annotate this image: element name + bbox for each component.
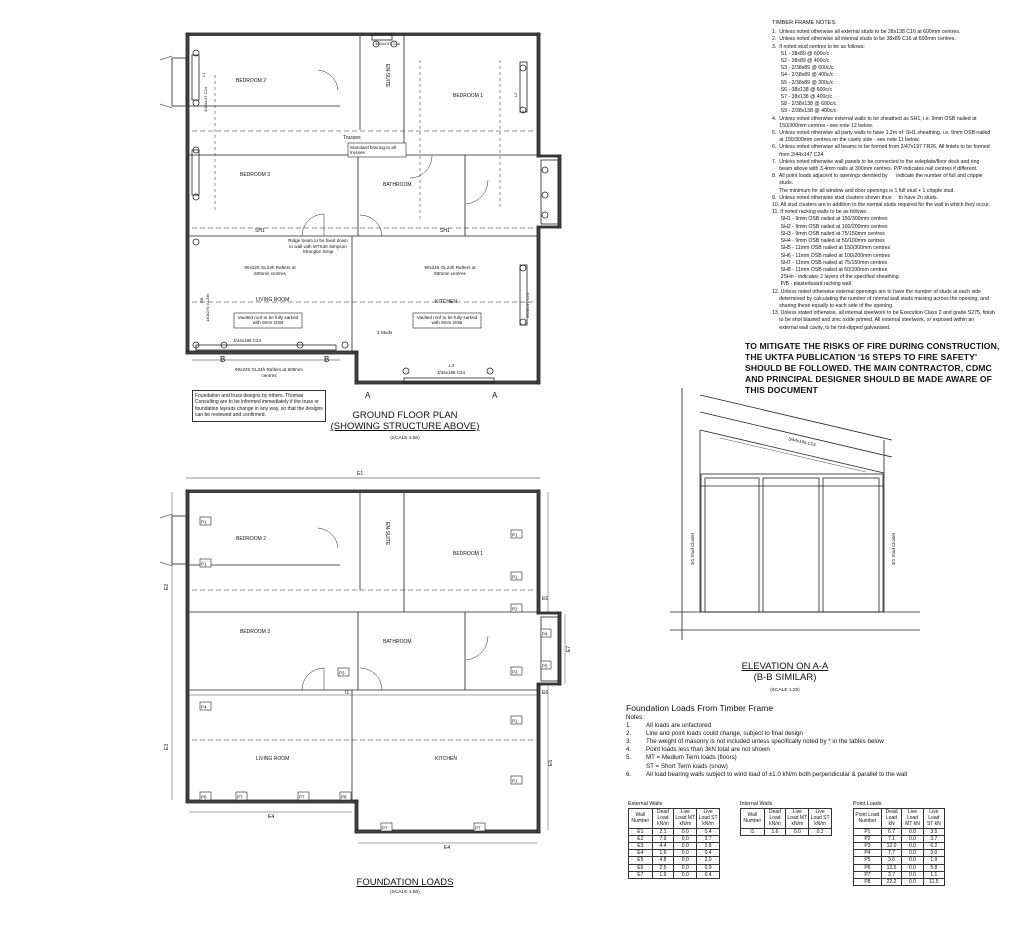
timber-note-line: studs. <box>772 180 794 187</box>
table-cell: 4.4 <box>652 843 674 850</box>
timber-note-line: 13. Unless stated otherwise, all internal steelwork to be Execution Class 2 and grade S275, finish <box>772 310 995 317</box>
point-p4a: P4 <box>201 704 207 710</box>
table-row <box>629 835 720 842</box>
table-cell: 0.0 <box>674 843 697 850</box>
table-cell: 0.0 <box>786 828 809 835</box>
table-cell: 12.0 <box>881 843 901 850</box>
point-p7d: P7 <box>475 825 481 831</box>
table-cell: E7 <box>629 871 653 878</box>
foundation-note-text: Line and point loads could change, subject to final design <box>646 730 803 738</box>
table-cell: P3 <box>854 843 882 850</box>
label-vault-right: Vaulted roof to be fully sarked with 9mm OSB <box>416 315 478 326</box>
timber-note-line: S4 - 2/38x89 @ 400c/c <box>772 72 834 79</box>
point-p1c: P1 <box>512 532 518 538</box>
table-cell: 3.7 <box>923 835 944 842</box>
table-header-cell: Live Load MT kN/m <box>787 809 808 828</box>
table-cell: 0.0 <box>674 871 697 878</box>
timber-note-line: S8 - 2/38x138 @ 600c/c <box>772 101 837 108</box>
wall-e6a: E6 <box>542 596 549 602</box>
label-rafters-right: 90x225 GL24h Rafters at 600mm centres <box>424 265 476 276</box>
table-row <box>629 843 720 850</box>
label-rafters-left: 90x225 GL24h Rafters at 600mm centres <box>244 265 296 276</box>
table-cell: 0.4 <box>697 850 720 857</box>
wall-e7: E7 <box>566 645 572 652</box>
table-cell: E2 <box>629 835 653 842</box>
elevation-a-a <box>670 385 930 645</box>
table-cell: E5 <box>629 857 653 864</box>
label-studs: 3 Studs <box>377 330 393 335</box>
table-cell: 0.0 <box>902 828 923 835</box>
table-cell: E4 <box>629 850 653 857</box>
timber-note-line: S7 - 38x138 @ 400c/c <box>772 94 833 101</box>
foundation-note-item <box>626 771 946 779</box>
table-row <box>854 871 945 878</box>
label-l3-top-size: 3/44x195 C24 <box>233 338 262 343</box>
table-cell: 4.8 <box>652 857 674 864</box>
label-l3-bot: L3 <box>449 363 455 368</box>
table-caption: Point Loads <box>853 801 882 807</box>
room-bedroom3: BEDROOM 3 <box>240 172 271 178</box>
table-caption: Internal Walls <box>740 801 773 807</box>
point-p6: P6 <box>201 794 207 800</box>
room-ensuite: EN-SUITE <box>384 522 390 546</box>
timber-note-line: 2SHn - indicates 2 layers of the specified sheathing. <box>772 274 901 281</box>
table-cell: I1 <box>741 828 765 835</box>
timber-note-line: 150/300mm centres - see note 12 below. <box>772 122 873 129</box>
table-header-cell: Live Load MT kN/m <box>675 809 696 828</box>
timber-note-line: SH7 - 11mm OSB nailed at 75/150mm centres <box>772 259 888 266</box>
elevation-title-text: ELEVATION ON A-A <box>741 661 829 672</box>
timber-note-line: sharing these equally to each side of the opening. <box>772 302 894 309</box>
foundation-note-text: Point loads less than 3kN total are not shown <box>646 746 770 754</box>
foundation-note-item <box>626 763 946 771</box>
timber-note-line: 8. All point loads adjacent to openings denoted by indicate the number of full and cripple <box>772 173 983 180</box>
elevation-subtitle: (B-B SIMILAR) <box>753 672 817 683</box>
ground-floor-title-text: GROUND FLOOR PLAN <box>352 410 458 421</box>
timber-notes-title: TIMBER FRAME NOTES: <box>772 20 837 26</box>
table-cell: 3.5 <box>923 828 944 835</box>
table-cell: P6 <box>854 864 882 871</box>
table-cell: 2.1 <box>652 828 674 835</box>
table-cell: 1.6 <box>764 828 786 835</box>
timber-note-line: 5. Unless noted otherwise all party walls to have 1.2m of SH1 sheathing, i.e. 9mm OSB nailed <box>772 130 991 137</box>
table-header-cell: Dead Load kN <box>881 809 901 829</box>
foundation-notes-label: Notes: <box>626 714 644 721</box>
room-living: LIVING ROOM <box>256 297 290 303</box>
room-bedroom2: BEDROOM 2 <box>236 78 267 84</box>
section-marker-b-right: B <box>324 355 330 364</box>
label-l1-top: 3/44x147 C24 <box>375 41 400 46</box>
point-p3: P3 <box>339 670 345 676</box>
table-row <box>854 843 945 850</box>
table-header-cell: Wall Number <box>741 809 765 829</box>
label-l1: L1 <box>201 72 206 77</box>
label-rb: RB <box>199 297 204 303</box>
table-cell: 6.2 <box>923 843 944 850</box>
label-l1-size: 3/44x147 C24 <box>203 87 208 112</box>
table-header-row <box>854 809 945 829</box>
timber-note-line: 12. Unless noted otherwise external openings are to have the number of studs at each side <box>772 288 982 295</box>
table-cell: 0.0 <box>902 857 923 864</box>
point-p1e: P1 <box>512 718 518 724</box>
timber-note-line: SH1 - 9mm OSB nailed at 150/300mm centres <box>772 216 888 223</box>
table-cell: 11.5 <box>923 879 944 886</box>
room-living: LIVING ROOM <box>256 756 290 762</box>
foundation-note-number: 5. <box>626 754 632 762</box>
foundation-note-item <box>626 746 946 754</box>
table-cell: 0.0 <box>674 864 697 871</box>
table-cell: 0.0 <box>674 850 697 857</box>
timber-note-line: from 2/44x147 C24 <box>772 151 824 158</box>
foundation-note-item <box>626 730 946 738</box>
room-bedroom3: BEDROOM 3 <box>240 629 271 635</box>
foundation-notes <box>626 714 946 779</box>
timber-note-line: S3 - 2/38x89 @ 600c/c <box>772 65 834 72</box>
timber-note-line: 4. Unless noted otherwise external walls to be sheathed as SH1, i.e. 9mm OSB nailed at <box>772 115 977 122</box>
table-cell: 1.9 <box>923 857 944 864</box>
wall-e5: E5 <box>548 759 554 766</box>
table-cell: 7.1 <box>881 835 901 842</box>
timber-note-line: SH8 - 11mm OSB nailed at 50/100mm centres <box>772 266 888 273</box>
timber-note-line: 3. If noted stud centres to be as follows: <box>772 43 865 50</box>
foundation-scale: (SCALE 1:50) <box>390 890 420 895</box>
foundation-note-item <box>626 738 946 746</box>
table-cell: 1.6 <box>652 850 674 857</box>
foundation-note-text: All load bearing walls subject to wind load of ±1.0 kN/m both perpendicular & parallel to the wall <box>646 770 908 778</box>
table-cell: E3 <box>629 843 653 850</box>
point-loads-table <box>853 801 945 886</box>
room-kitchen: KITCHEN <box>435 299 457 305</box>
foundation-note-text: All loads are unfactored <box>646 722 712 730</box>
table-header-cell: Wall Number <box>629 809 653 829</box>
table-cell: 3.7 <box>697 835 720 842</box>
table-cell: 0.0 <box>674 835 697 842</box>
wall-i1: I1 <box>345 690 350 696</box>
table-row <box>854 879 945 886</box>
point-p1a: P1 <box>201 519 207 525</box>
label-trusses: Trusses <box>343 135 361 141</box>
timber-note-line: 2. Unless noted otherwise all internal studs to be 38x89 C16 at 600mm centres. <box>772 36 956 43</box>
table-cell: 12.5 <box>881 864 901 871</box>
internal-walls-table <box>740 801 832 836</box>
table-cell: 2.5 <box>652 864 674 871</box>
table-row <box>854 857 945 864</box>
table-cell: E6 <box>629 864 653 871</box>
timber-note-line: 1. Unless noted otherwise all external studs to be 38x138 C16 at 600mm centres. <box>772 29 961 36</box>
timber-note-line: 11. If noted racking walls to be as follows: <box>772 209 868 216</box>
timber-notes-lines <box>772 29 1022 332</box>
wall-e3: E3 <box>164 743 170 750</box>
table-cell: 22.2 <box>881 879 901 886</box>
timber-note-line: The minimum for all window and door openings is 1 full stud + 1 cripple stud. <box>772 187 955 194</box>
elevation-scale: (SCALE 1:25) <box>770 688 800 693</box>
room-bedroom1: BEDROOM 1 <box>453 551 484 557</box>
timber-frame-notes <box>772 20 1022 332</box>
table-cell: P5 <box>854 857 882 864</box>
table-row <box>741 828 832 835</box>
foundation-note-number: 6. <box>626 770 632 778</box>
ground-floor-scale: (SCALE 1:50) <box>390 436 420 441</box>
point-p5: P5 <box>542 663 548 669</box>
wall-e4b: E4 <box>444 845 451 851</box>
table-cell: 7.9 <box>652 835 674 842</box>
fire-safety-warning: TO MITIGATE THE RISKS OF FIRE DURING CONSTRUCTION, THE UKTFA PUBLICATION '16 STEPS TO FIRE SAFETY' SHOULD BE FOLLOWED. THE MAIN CONTRACTOR, CDMC AND PRINCIPAL DESIGNER SHOULD BE MADE AWARE OF THIS DOCUMENT <box>745 341 1000 395</box>
table-cell: 0.0 <box>902 871 923 878</box>
table-cell: 0.0 <box>902 835 923 842</box>
foundation-note-number: 3. <box>626 738 632 746</box>
table-cell: 3.6 <box>881 857 901 864</box>
room-ensuite: EN-SUITE <box>384 64 390 88</box>
foundation-notes-title: Foundation Loads From Timber Frame <box>626 703 774 713</box>
timber-note-line: S6 - 38x138 @ 600c/c <box>772 86 833 93</box>
table-row <box>629 828 720 835</box>
table-cell: 0.0 <box>902 864 923 871</box>
table-cell: 3.0 <box>923 850 944 857</box>
room-bathroom: BATHROOM <box>383 639 412 645</box>
table-cell: P4 <box>854 850 882 857</box>
elevation-stud-right: 3/1 Stud Cluster <box>891 532 896 565</box>
timber-note-line: to be shot blasted and zinc oxide primed. All external steelwork, or exposed within an <box>772 317 975 324</box>
table-header-cell: Live Load MT kN <box>902 809 923 829</box>
table-header-row <box>629 809 720 829</box>
elevation-title <box>720 661 850 683</box>
label-rb-size: 140x270 GL24h <box>205 293 210 322</box>
timber-note-line: S1 - 38x89 @ 600c/c <box>772 50 830 57</box>
table-cell: P8 <box>854 879 882 886</box>
table-cell: E1 <box>629 828 653 835</box>
point-p7c: P7 <box>382 825 388 831</box>
table-cell: P2 <box>854 835 882 842</box>
label-l2-size: 3/44x147 C24 <box>525 293 530 318</box>
timber-note-line: SH6 - 11mm OSB nailed at 100/200mm centres <box>772 252 891 259</box>
label-l2: L2 <box>513 92 518 97</box>
section-marker-a-left: A <box>365 391 371 400</box>
table-cell: 0.0 <box>902 879 923 886</box>
foundation-note-number <box>626 763 646 771</box>
point-p7a: P7 <box>237 794 243 800</box>
table-cell: 0.0 <box>902 850 923 857</box>
timber-note-line: SH2 - 9mm OSB nailed at 100/200mm centres <box>772 223 888 230</box>
timber-note-line: external wall cavity, to be hot-dipped galvanised. <box>772 324 891 331</box>
table-cell: 0.2 <box>809 828 832 835</box>
timber-note-line: SH5 - 11mm OSB nailed at 150/300mm centres <box>772 245 891 252</box>
label-sh1-right: SH1 <box>440 228 450 234</box>
table-row <box>854 864 945 871</box>
section-marker-b-left: B <box>220 355 226 364</box>
table-header-cell: Dead Load kN/m <box>764 809 786 829</box>
foundation-notes-items <box>626 722 946 779</box>
foundation-note-text: MT = Medium Term loads (floors) <box>646 754 737 762</box>
table-row <box>629 850 720 857</box>
room-bedroom2: BEDROOM 2 <box>236 536 267 542</box>
foundation-note-number: 2. <box>626 730 632 738</box>
room-bathroom: BATHROOM <box>383 182 412 188</box>
timber-note-line: S2 - 38x89 @ 400c/c <box>772 58 830 65</box>
timber-note-line: 9. Unless noted otherwise stud clusters shown thus to have 2n studs. <box>772 194 939 201</box>
timber-note-line: P/B - plasterboard racking wall <box>772 281 851 288</box>
point-p8: P8 <box>341 794 347 800</box>
label-sh1-left: SH1 <box>255 228 265 234</box>
table-cell: 1.9 <box>652 871 674 878</box>
point-p2a: P2 <box>512 606 518 612</box>
table-cell: 3.7 <box>881 871 901 878</box>
table-row <box>629 857 720 864</box>
label-vault-left: Vaulted roof to be fully sarked with 9mm OSB <box>237 315 299 326</box>
table-cell: 0.0 <box>674 857 697 864</box>
table-row <box>854 828 945 835</box>
point-p2b: P2 <box>512 669 518 675</box>
foundation-note-box: Foundation and truss designs by others. Thomas Consulting are to be informed immediately if the truss or foundation layouts change in any way, so that the designs can be reviewed and confirmed. <box>192 390 326 422</box>
foundation-note-text: ST = Short Term loads (snow) <box>646 762 728 770</box>
wall-e6b: E6 <box>542 690 549 696</box>
table-cell: P1 <box>854 828 882 835</box>
table-cell: 1.1 <box>923 871 944 878</box>
timber-note-line: determined by calculating the number of normal wall studs missing across the opening, and <box>772 295 989 302</box>
point-p1b: P1 <box>201 561 207 567</box>
external-walls-table <box>628 801 720 879</box>
table-row <box>854 850 945 857</box>
foundation-note-number: 4. <box>626 746 632 754</box>
point-p4b: P4 <box>542 631 548 637</box>
label-ridge: Ridge beam to be fixed down to wall with MTS30 Simpson Strongtie Strap <box>288 238 348 255</box>
table-row <box>629 871 720 878</box>
table-cell: 2.0 <box>697 857 720 864</box>
timber-note-line: 7. Unless noted otherwise wall panels to be connected to the soleplate/floor deck and ring <box>772 158 980 165</box>
wall-e2: E2 <box>164 583 170 590</box>
timber-note-line: beam above with 3.4mm nails at 300mm centres. P/P indicates nail centres if different. <box>772 166 978 173</box>
timber-note-line: S5 - 2/38x89 @ 300c/c <box>772 79 834 86</box>
table-cell: 2.8 <box>697 843 720 850</box>
table-header-cell: Live Load ST kN/m <box>810 809 830 828</box>
timber-note-line: at 150/300mm centres on the cavity side - see note 11 below. <box>772 137 920 144</box>
section-marker-a-right: A <box>492 391 498 400</box>
foundation-note-number: 1. <box>626 722 632 730</box>
table-cell: 0.0 <box>902 843 923 850</box>
room-kitchen: KITCHEN <box>435 756 457 762</box>
table-cell: 7.7 <box>881 850 901 857</box>
table-header-cell: Dead Load kN/m <box>652 809 674 829</box>
table-row <box>629 864 720 871</box>
table-cell: 0.4 <box>697 828 720 835</box>
table-cell: 0.9 <box>697 864 720 871</box>
table-header-cell: Point Load Number <box>854 809 882 829</box>
wall-e1: E1 <box>357 471 364 477</box>
foundation-note-text: The weight of masonry is not included unless specifically noted by * in the tables below <box>646 738 884 746</box>
table-header-row <box>741 809 832 829</box>
table-row <box>854 835 945 842</box>
ground-floor-title <box>300 410 510 432</box>
foundation-note-item <box>626 754 946 762</box>
point-p1d: P1 <box>512 574 518 580</box>
table-cell: 0.0 <box>674 828 697 835</box>
timber-note-line: 10. All stud clusters are in addition to the normal studs required for the wall in which they occur. <box>772 202 990 209</box>
foundation-note-item <box>626 722 946 730</box>
elevation-stud-left: 3/1 Stud Cluster <box>690 532 695 565</box>
wall-e4a: E4 <box>268 814 275 820</box>
room-bedroom1: BEDROOM 1 <box>453 93 484 99</box>
table-cell: P7 <box>854 871 882 878</box>
timber-note-line: SH4 - 9mm OSB nailed at 50/100mm centres <box>772 238 885 245</box>
label-rafters-bottom: 90x225 GL24h Rafters at 600mm centres <box>235 367 303 378</box>
table-caption: External Walls <box>628 801 663 807</box>
table-cell: 0.4 <box>697 871 720 878</box>
table-header-cell: Live Load ST kN/m <box>698 809 718 828</box>
foundation-plan <box>0 460 620 900</box>
timber-note-line: 6. Unless noted otherwise all beams to be formed from 2/47x197 TR26. All lintels to be formed <box>772 144 990 151</box>
point-p7b: P7 <box>299 794 305 800</box>
timber-note-line: S9 - 2/38x138 @ 400c/c <box>772 108 837 115</box>
table-cell: 5.8 <box>923 864 944 871</box>
elevation-beam-label: 3/44x195 C24 <box>787 436 817 448</box>
label-l3-bot-size: 3/44x195 C24 <box>437 370 466 375</box>
timber-note-line: SH3 - 9mm OSB nailed at 75/150mm centres <box>772 230 885 237</box>
table-cell: 6.7 <box>881 828 901 835</box>
ground-floor-subtitle: (SHOWING STRUCTURE ABOVE) <box>330 421 480 432</box>
label-bracing: Standard bracing to all trusses <box>350 145 396 156</box>
foundation-title: FOUNDATION LOADS <box>356 877 454 888</box>
table-header-cell: Live Load ST kN <box>923 809 944 829</box>
point-p1f: P1 <box>512 778 518 784</box>
